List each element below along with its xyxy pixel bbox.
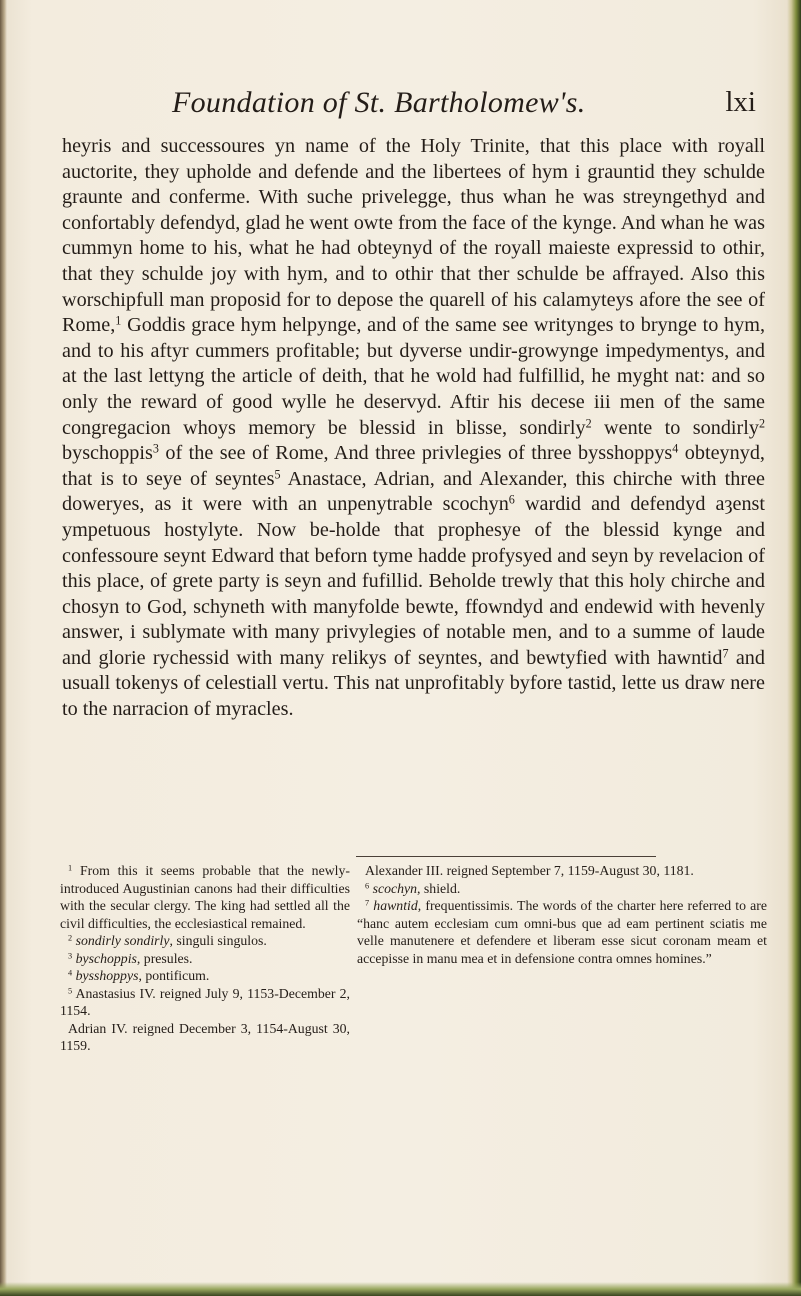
text-run: heyris and successoures yn name of the Holy Trinite, that this place with royall auctorite, they upholde and defende and the libertees of hym i grauntid they schulde graunte and conferme. With suche privelegge, thus whan he was streyngethyd and confortably defendyd, glad he went owte from the face of the kynge. And whan he was cummyn home to his, what he had obteynyd of the royall maieste expressid to othir, that they schulde joy with hym, and to othir that ther schulde be affrayed. Also this worschipfull man proposid for to depose the quarell of his calamyteys afore the see of Rome,	[62, 135, 765, 337]
footnote-ref-2a: 2	[585, 415, 592, 430]
footnote-term: scochyn	[372, 880, 418, 896]
footnote-divider	[356, 856, 656, 857]
page-edge-bottom	[0, 1282, 801, 1296]
footnote-number: 2	[68, 933, 73, 943]
footnote-ref-2b: 2	[758, 415, 766, 430]
footnote-ref-6: 6	[508, 492, 515, 507]
text-run: Anastace, Adrian, and Alexander, this chirche with three doweryes, as it were with an unpenytrable scochyn	[62, 467, 765, 516]
footnote-text: , presules.	[136, 950, 193, 966]
footnote-ref-7: 7	[722, 646, 729, 661]
text-run: wardid and defendyd aȝenst ympetuous hostylyte. Now be-holde that prophesye of the blessid kynge and confessoure seynt Edward that beforn tyme hadde profysyed and seyn by revelacion of this place, of grete party is seyn and fufillid. Beholde trewly that this holy chirche and chosyn to God, schyneth with manyfolde bewte, ffowndyd and endewid with hevenly answer, i sublymate with many privylegies of notable men, and to a summe of laude and glorie rychessid with many relikys of seyntes, and bewtyfied with hawntid	[62, 493, 765, 669]
page-edge-left	[0, 0, 7, 1296]
footnote-number: 3	[68, 950, 73, 960]
footnote-5-continued: Adrian IV. reigned December 3, 1154-August 30, 1159.	[60, 1020, 350, 1053]
footnote-term: bysshoppys	[75, 968, 139, 983]
footnote-text: , shield.	[417, 880, 461, 896]
footnote-3	[60, 950, 350, 968]
footnote-ref-4: 4	[672, 441, 679, 456]
footnote-2	[60, 932, 350, 950]
footnote-text: , singuli singulos.	[169, 933, 267, 948]
footnote-number: 1	[68, 863, 73, 873]
footnote-ref-3: 3	[152, 441, 159, 456]
footnotes-left-column	[60, 862, 350, 1055]
footnote-term: hawntid	[373, 898, 418, 913]
text-run: Goddis grace hym helpynge, and of the same see writynges to brynge to hym, and to his aftyr cummers profitable; but dyverse undir-growynge impedymentys, and at the last lettyng the article of deith, that he wold had fulfillid, he myght nat: and so only the reward of good wylle he deservyd. Aftir his decese iii men of the same congregacion whoys memory be blessid in blisse, sondirly	[62, 314, 765, 439]
text-run: wente to sondirly	[591, 416, 759, 439]
footnote-term: byschoppis	[75, 950, 137, 966]
footnote-text: From this it seems probable that the newly-introduced Augustinian canons had their difficulties with the secular clergy. The king had settled all the civil difficulties, the ecclesiastical remained.	[60, 863, 350, 931]
page-number: lxi	[725, 86, 756, 118]
footnotes-right-column	[357, 862, 767, 967]
footnote-number: 5	[68, 985, 73, 995]
running-title: Foundation of St. Bartholomew's.	[172, 86, 586, 119]
footnote-6	[357, 880, 767, 898]
footnote-5-continued-2: Alexander III. reigned September 7, 1159-August 30, 1181.	[365, 863, 694, 878]
page-edge-right	[787, 0, 801, 1296]
footnote-7	[357, 897, 767, 967]
footnote-number: 6	[365, 880, 370, 890]
main-paragraph	[62, 134, 765, 723]
text-run: obteynyd, that is to seye of seyntes	[62, 442, 765, 490]
footnote-number: 4	[68, 968, 73, 978]
text-run: and usuall tokenys of celestiall vertu. This nat unprofitably byfore tastid, lette us draw nere to the narracion of myracles.	[62, 646, 765, 721]
footnote-text: , frequentissimis. The words of the charter here referred to are “hanc autem ecclesiam cum omni-bus que ad eam pertinent sciatis me velle manutenere et defendere et liberam esse sicut coronam meam et accepisse in manu mea et in defensione contra omnes homines.”	[357, 898, 767, 966]
footnote-4	[60, 967, 350, 985]
page-header	[60, 86, 770, 126]
footnote-ref-5: 5	[274, 467, 281, 482]
main-text	[62, 134, 765, 723]
footnote-ref-1: 1	[115, 313, 122, 328]
footnote-term: sondirly sondirly	[75, 933, 170, 948]
footnote-number: 7	[365, 898, 370, 908]
footnote-text: , pontificum.	[138, 968, 210, 983]
text-run: byschoppis	[62, 442, 153, 465]
footnote-text: Anastasius IV. reigned July 9, 1153-December 2, 1154.	[60, 985, 350, 1018]
footnote-5	[60, 985, 350, 1020]
text-run: of the see of Rome, And three privlegies of three bysshoppys	[158, 442, 673, 465]
footnote-1	[60, 862, 350, 932]
